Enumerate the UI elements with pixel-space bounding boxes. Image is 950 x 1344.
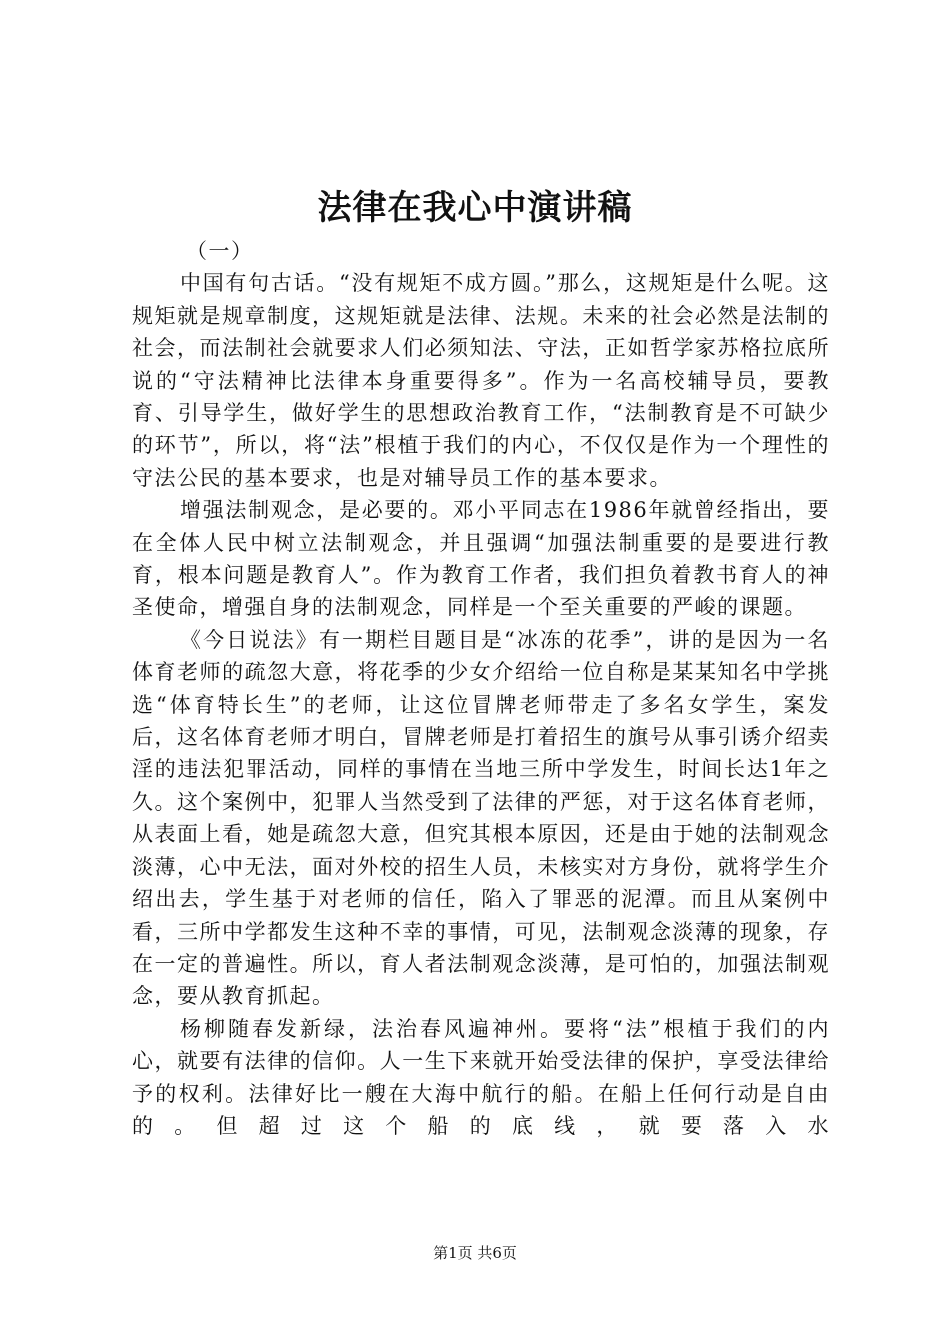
paragraph-1: 中国有句古话。“没有规矩不成方圆。”那么，这规矩是什么呢。这规矩就是规章制度，这规矩就是法律、法规。未来的社会必然是法制的社会，而法制社会就要求人们必须知法、守法，正如哲学家苏格拉底所说的“守法精神比法律本身重要得多”。作为一名高校辅导员，要教育、引导学生，做好学生的思想政治教育工作，“法制教育是不可缺少的环节”，所以，将“法”根植于我们的内心，不仅仅是作为一个理性的守法公民的基本要求，也是对辅导员工作的基本要求。 — [132, 271, 830, 490]
section-label: （一） — [186, 239, 254, 263]
document-body — [132, 235, 830, 1142]
paragraph-3: 《今日说法》有一期栏目题目是“冰冻的花季”，讲的是因为一名体育老师的疏忽大意，将花季的少女介绍给一位自称是某某知名中学挑选“体育特长生”的老师，让这位冒牌老师带走了多名女学生，案发后，这名体育老师才明白，冒牌老师是打着招生的旗号从事引诱介绍卖淫的违法犯罪活动，同样的事情在当地三所中学发生，时间长达1年之久。这个案例中，犯罪人当然受到了法律的严惩，对于这名体育老师，从表面上看，她是疏忽大意，但究其根本原因，还是由于她的法制观念淡薄，心中无法，面对外校的招生人员，未核实对方身份，就将学生介绍出去，学生基于对老师的信任，陷入了罪恶的泥潭。而且从案例中看，三所中学都发生这种不幸的事情，可见，法制观念淡薄的现象，存在一定的普遍性。所以，育人者法制观念淡薄，是可怕的，加强法制观念，要从教育抓起。 — [132, 627, 830, 1009]
paragraph-4: 杨柳随春发新绿，法治春风遍神州。要将“法”根植于我们的内心，就要有法律的信仰。人一生下来就开始受法律的保护，享受法律给予的权利。法律好比一艘在大海中航行的船。在船上任何行动是自由的。但超过这个船的底线，就要落入水 — [132, 1016, 830, 1138]
paragraph-2: 增强法制观念，是必要的。邓小平同志在1986年就曾经指出，要在全体人民中树立法制观念，并且强调“加强法制重要的是要进行教育，根本问题是教育人”。作为教育工作者，我们担负着教书育人的神圣使命，增强自身的法制观念，同样是一个至关重要的严峻的课题。 — [132, 498, 830, 620]
document-title: 法律在我心中演讲稿 — [317, 188, 633, 228]
page-footer: 第1页 共6页 — [433, 1244, 517, 1262]
